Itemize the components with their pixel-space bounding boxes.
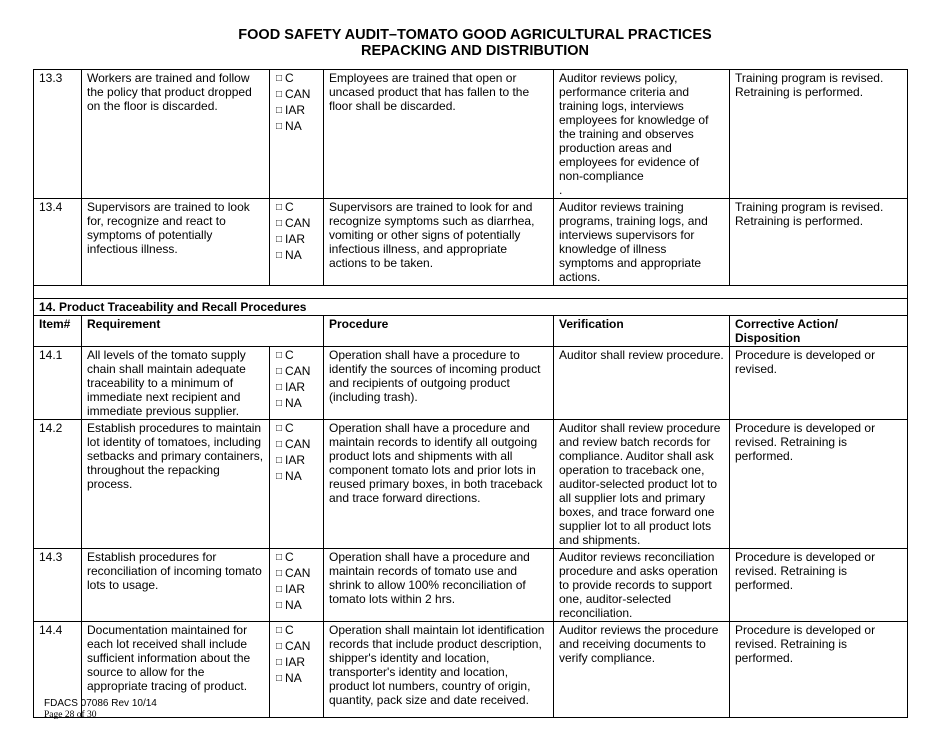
- option-label: C: [285, 623, 294, 637]
- verification-cell: [554, 420, 730, 549]
- option-can-checkbox[interactable]: [276, 639, 318, 655]
- option-label: CAN: [285, 566, 311, 580]
- option-c-checkbox[interactable]: [276, 200, 318, 216]
- header-item: Item#: [34, 316, 82, 347]
- option-label: NA: [285, 469, 302, 483]
- requirement-cell: All levels of the tomato supply chain shall maintain adequate traceability to a minimum of immediate next recipient and immediate previous supplier.: [82, 347, 270, 420]
- option-na-checkbox[interactable]: [276, 396, 318, 412]
- checkbox-icon: □: [276, 218, 283, 229]
- option-label: CAN: [285, 87, 311, 101]
- checkbox-icon: □: [276, 673, 283, 684]
- option-label: C: [285, 421, 294, 435]
- verification-text: Auditor reviews training programs, training logs, and interviews supervisors for knowledge of illness symptoms and appropriate actions.: [559, 200, 708, 284]
- checkbox-icon: □: [276, 234, 283, 245]
- option-c-checkbox[interactable]: [276, 421, 318, 437]
- option-label: C: [285, 71, 294, 85]
- option-c-checkbox[interactable]: [276, 623, 318, 639]
- requirement-cell: Supervisors are trained to look for, recognize and react to symptoms of potentially infectious illness.: [82, 199, 270, 286]
- option-label: CAN: [285, 437, 311, 451]
- verification-text: Auditor reviews policy, performance criteria and training logs, interviews employees for knowledge of the training and observes production areas and employees for evidence of non-compliance: [559, 71, 709, 183]
- option-c-checkbox[interactable]: [276, 550, 318, 566]
- section-title: 14. Product Traceability and Recall Procedures: [34, 299, 908, 316]
- option-label: C: [285, 550, 294, 564]
- item-number: 14.2: [34, 420, 82, 549]
- requirement-cell: Establish procedures for reconciliation of incoming tomato lots to usage.: [82, 549, 270, 622]
- checkbox-icon: □: [276, 250, 283, 261]
- audit-table: [33, 69, 908, 718]
- compliance-options: [270, 549, 324, 622]
- checkbox-icon: □: [276, 398, 283, 409]
- item-number: 14.3: [34, 549, 82, 622]
- table-header-row: [34, 316, 908, 347]
- table-row: [34, 622, 908, 718]
- option-label: IAR: [285, 380, 306, 394]
- checkbox-icon: □: [276, 471, 283, 482]
- verification-cell: [554, 622, 730, 718]
- option-label: CAN: [285, 364, 311, 378]
- table-row: [34, 549, 908, 622]
- checkbox-icon: □: [276, 366, 283, 377]
- corrective-action-cell: Training program is revised. Retraining is performed.: [730, 199, 908, 286]
- section-title-row: [34, 299, 908, 316]
- document-title: FOOD SAFETY AUDIT–TOMATO GOOD AGRICULTURAL PRACTICES: [238, 27, 712, 43]
- header-corrective-action: Corrective Action/ Disposition: [730, 316, 908, 347]
- compliance-options: [270, 347, 324, 420]
- verification-cell: [554, 549, 730, 622]
- corrective-action-cell: Procedure is developed or revised. Retraining is performed.: [730, 420, 908, 549]
- procedure-cell: Employees are trained that open or uncased product that has fallen to the floor shall be discarded.: [324, 70, 554, 199]
- requirement-cell: Documentation maintained for each lot received shall include sufficient information about the source to allow for the appropriate tracing of product.: [82, 622, 270, 718]
- corrective-action-cell: Procedure is developed or revised.: [730, 347, 908, 420]
- page-number: Page 28 of 30: [44, 710, 97, 720]
- procedure-cell: Operation shall have a procedure to identify the sources of incoming product and recipients of outgoing product (including trash).: [324, 347, 554, 420]
- verification-cell: [554, 347, 730, 420]
- document-subtitle: REPACKING AND DISTRIBUTION: [361, 43, 589, 59]
- option-iar-checkbox[interactable]: [276, 232, 318, 248]
- checkbox-icon: □: [276, 439, 283, 450]
- item-number: 14.1: [34, 347, 82, 420]
- option-can-checkbox[interactable]: [276, 364, 318, 380]
- option-iar-checkbox[interactable]: [276, 103, 318, 119]
- table-row: [34, 70, 908, 199]
- item-number: 14.4: [34, 622, 82, 718]
- option-na-checkbox[interactable]: [276, 469, 318, 485]
- option-can-checkbox[interactable]: [276, 87, 318, 103]
- option-iar-checkbox[interactable]: [276, 655, 318, 671]
- option-label: IAR: [285, 232, 306, 246]
- verification-suffix: .: [559, 183, 563, 197]
- checkbox-icon: □: [276, 641, 283, 652]
- corrective-action-cell: Training program is revised. Retraining is performed.: [730, 70, 908, 199]
- option-label: IAR: [285, 655, 306, 669]
- option-label: NA: [285, 671, 302, 685]
- procedure-cell: Operation shall maintain lot identification records that include product description, shipper's identity and location, transporter's identity and location, product lot numbers, country of origin, quantity, pack size and date received.: [324, 622, 554, 718]
- option-na-checkbox[interactable]: [276, 598, 318, 614]
- checkbox-icon: □: [276, 89, 283, 100]
- section-spacer: [34, 286, 908, 299]
- option-c-checkbox[interactable]: [276, 71, 318, 87]
- checkbox-icon: □: [276, 105, 283, 116]
- checkbox-icon: □: [276, 455, 283, 466]
- option-label: IAR: [285, 453, 306, 467]
- option-can-checkbox[interactable]: [276, 437, 318, 453]
- compliance-options: [270, 622, 324, 718]
- corrective-action-cell: Procedure is developed or revised. Retraining is performed.: [730, 622, 908, 718]
- item-number: 13.4: [34, 199, 82, 286]
- header-verification: Verification: [554, 316, 730, 347]
- verification-text: Auditor reviews the procedure and receiving documents to verify compliance.: [559, 623, 719, 665]
- checkbox-icon: □: [276, 600, 283, 611]
- form-id: FDACS 07086 Rev 10/14: [44, 698, 157, 709]
- option-na-checkbox[interactable]: [276, 671, 318, 687]
- requirement-cell: Establish procedures to maintain lot identity of tomatoes, including setbacks and primary containers, throughout the repacking process.: [82, 420, 270, 549]
- verification-cell: [554, 199, 730, 286]
- verification-text: Auditor shall review procedure.: [559, 348, 724, 362]
- option-label: CAN: [285, 639, 311, 653]
- option-label: C: [285, 200, 294, 214]
- option-label: NA: [285, 119, 302, 133]
- option-label: CAN: [285, 216, 311, 230]
- checkbox-icon: □: [276, 568, 283, 579]
- checkbox-icon: □: [276, 423, 283, 434]
- option-iar-checkbox[interactable]: [276, 582, 318, 598]
- option-label: NA: [285, 248, 302, 262]
- option-can-checkbox[interactable]: [276, 566, 318, 582]
- checkbox-icon: □: [276, 625, 283, 636]
- option-label: IAR: [285, 103, 306, 117]
- compliance-options: [270, 420, 324, 549]
- option-iar-checkbox[interactable]: [276, 453, 318, 469]
- option-na-checkbox[interactable]: [276, 119, 318, 135]
- table-row: [34, 420, 908, 549]
- option-label: NA: [285, 396, 302, 410]
- option-c-checkbox[interactable]: [276, 348, 318, 364]
- header-procedure: Procedure: [324, 316, 554, 347]
- checkbox-icon: □: [276, 73, 283, 84]
- header-requirement: Requirement: [82, 316, 324, 347]
- option-label: IAR: [285, 582, 306, 596]
- checkbox-icon: □: [276, 552, 283, 563]
- procedure-cell: Operation shall have a procedure and maintain records to identify all outgoing product lots and shipments with all component tomato lots and prior lots in reused primary boxes, in both traceback and trace forward directions.: [324, 420, 554, 549]
- checkbox-icon: □: [276, 584, 283, 595]
- item-number: 13.3: [34, 70, 82, 199]
- verification-text: Auditor shall review procedure and review batch records for compliance. Auditor shall ask operation to traceback one, auditor-selected product lot to all supplier lots and primary boxes, and trace forward one supplier lot to all product lots and shipments.: [559, 421, 721, 547]
- compliance-options: [270, 70, 324, 199]
- table-row: [34, 199, 908, 286]
- checkbox-icon: □: [276, 350, 283, 361]
- procedure-cell: Operation shall have a procedure and maintain records of tomato use and shrink to allow 100% reconciliation of tomato lots within 2 hrs.: [324, 549, 554, 622]
- compliance-options: [270, 199, 324, 286]
- checkbox-icon: □: [276, 657, 283, 668]
- requirement-cell: Workers are trained and follow the policy that product dropped on the floor is discarded.: [82, 70, 270, 199]
- option-na-checkbox[interactable]: [276, 248, 318, 264]
- checkbox-icon: □: [276, 382, 283, 393]
- checkbox-icon: □: [276, 202, 283, 213]
- corrective-action-cell: Procedure is developed or revised. Retraining is performed.: [730, 549, 908, 622]
- verification-text: Auditor reviews reconciliation procedure and asks operation to provide records to support one, auditor-selected reconciliation.: [559, 550, 718, 620]
- procedure-cell: Supervisors are trained to look for and recognize symptoms such as diarrhea, vomiting or other signs of potentially infectious illness, and appropriate actions to be taken.: [324, 199, 554, 286]
- option-iar-checkbox[interactable]: [276, 380, 318, 396]
- table-row: [34, 347, 908, 420]
- option-label: NA: [285, 598, 302, 612]
- verification-cell: [554, 70, 730, 199]
- option-can-checkbox[interactable]: [276, 216, 318, 232]
- checkbox-icon: □: [276, 121, 283, 132]
- option-label: C: [285, 348, 294, 362]
